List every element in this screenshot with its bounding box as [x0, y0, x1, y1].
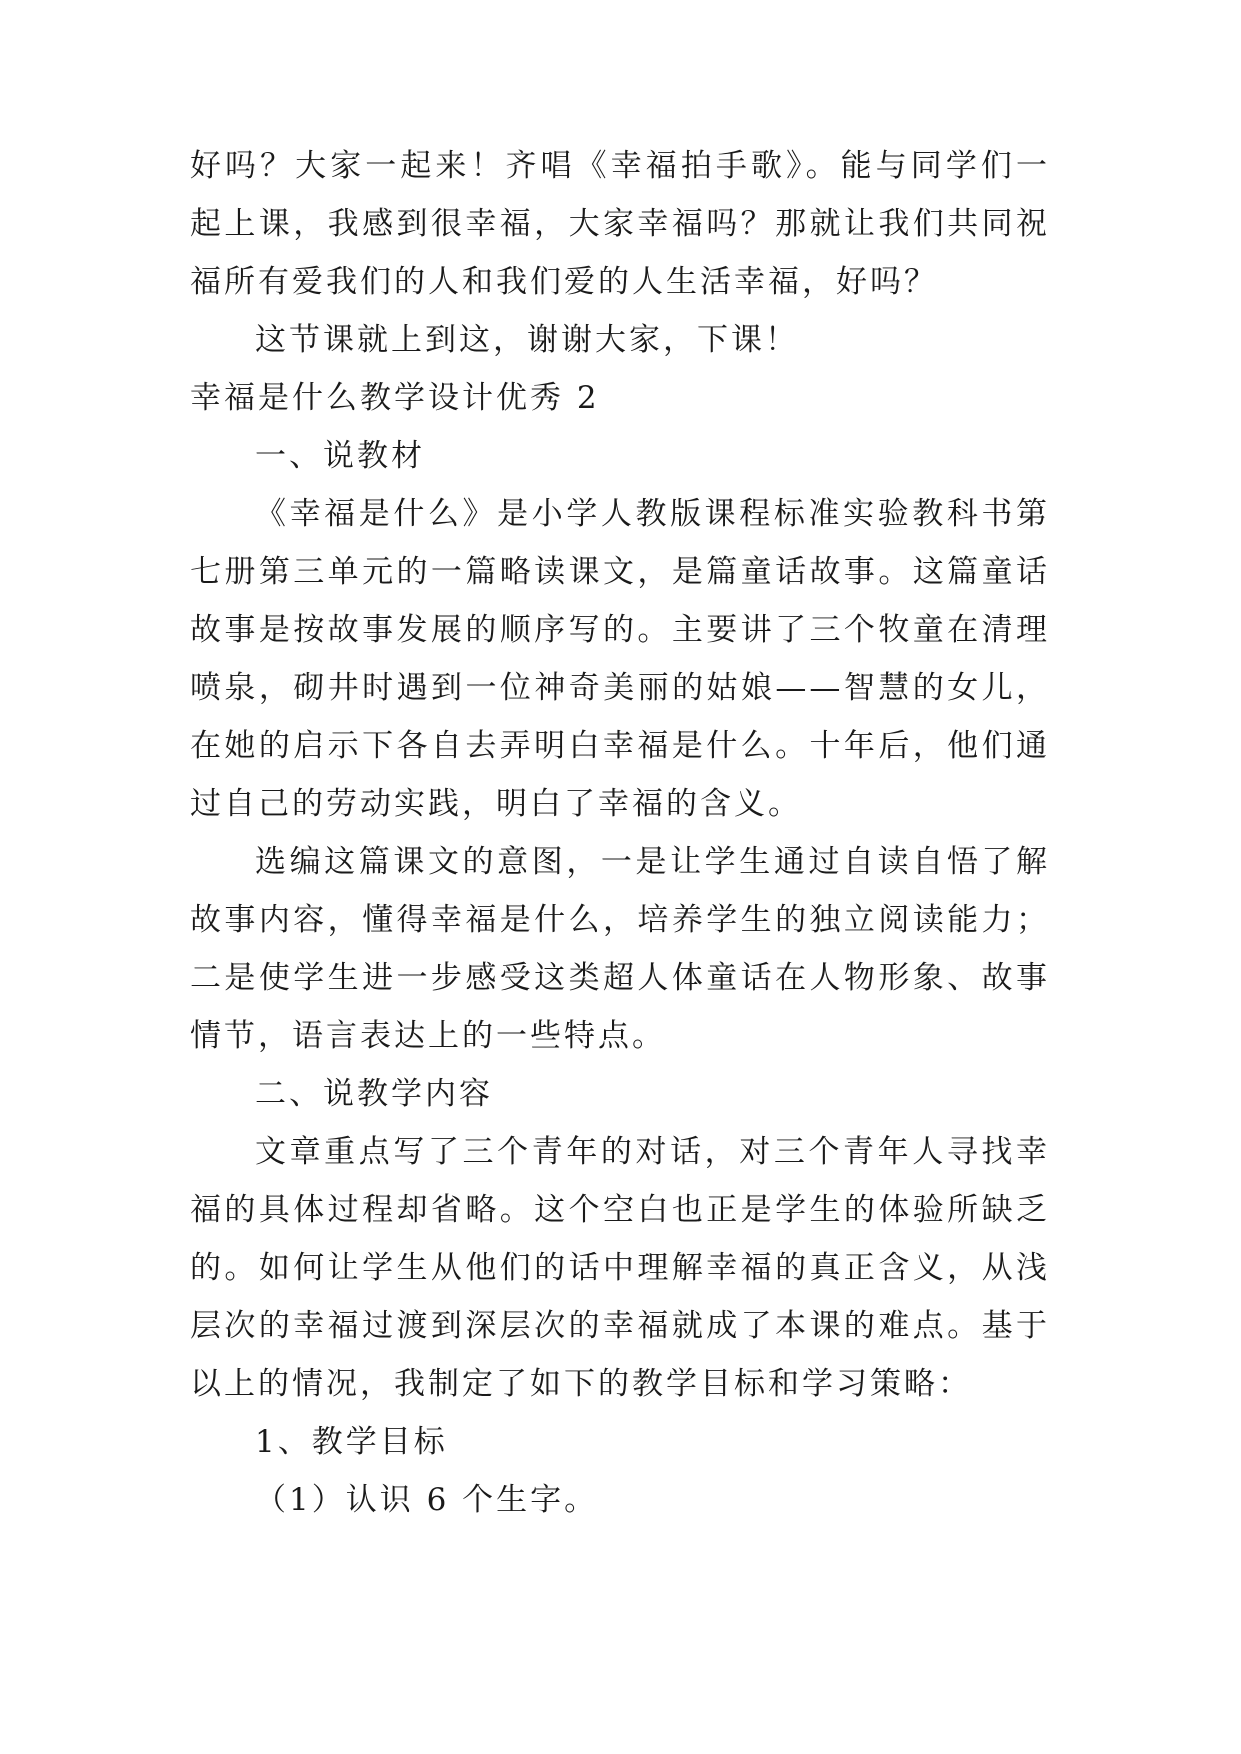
paragraph-1: 好吗？大家一起来！齐唱《幸福拍手歌》。能与同学们一起上课，我感到很幸福，大家幸福吗？那就让我们共同祝福所有爱我们的人和我们爱的人生活幸福，好吗？	[190, 148, 1050, 300]
heading-2: 二、说教学内容	[255, 1076, 493, 1112]
list-item-1: （1）认识 6 个生字。	[255, 1482, 599, 1518]
paragraph-4: 选编这篇课文的意图，一是让学生通过自读自悟了解故事内容，懂得幸福是什么，培养学生的独立阅读能力；二是使学生进一步感受这类超人体童话在人物形象、故事情节，语言表达上的一些特点。	[190, 844, 1050, 1054]
heading-1: 一、说教材	[255, 438, 425, 474]
section-title: 幸福是什么教学设计优秀 2	[190, 380, 600, 416]
heading-3: 1、教学目标	[255, 1424, 448, 1460]
paragraph-3: 《幸福是什么》是小学人教版课程标准实验教科书第七册第三单元的一篇略读课文，是篇童话故事。这篇童话故事是按故事发展的顺序写的。主要讲了三个牧童在清理喷泉，砌井时遇到一位神奇美丽的姑娘——智慧的女儿，在她的启示下各自去弄明白幸福是什么。十年后，他们通过自己的劳动实践，明白了幸福的含义。	[190, 496, 1050, 822]
paragraph-2: 这节课就上到这，谢谢大家，下课！	[255, 322, 799, 358]
paragraph-5: 文章重点写了三个青年的对话，对三个青年人寻找幸福的具体过程却省略。这个空白也正是学生的体验所缺乏的。如何让学生从他们的话中理解幸福的真正含义，从浅层次的幸福过渡到深层次的幸福就成了本课的难点。基于以上的情况，我制定了如下的教学目标和学习策略：	[190, 1134, 1050, 1402]
